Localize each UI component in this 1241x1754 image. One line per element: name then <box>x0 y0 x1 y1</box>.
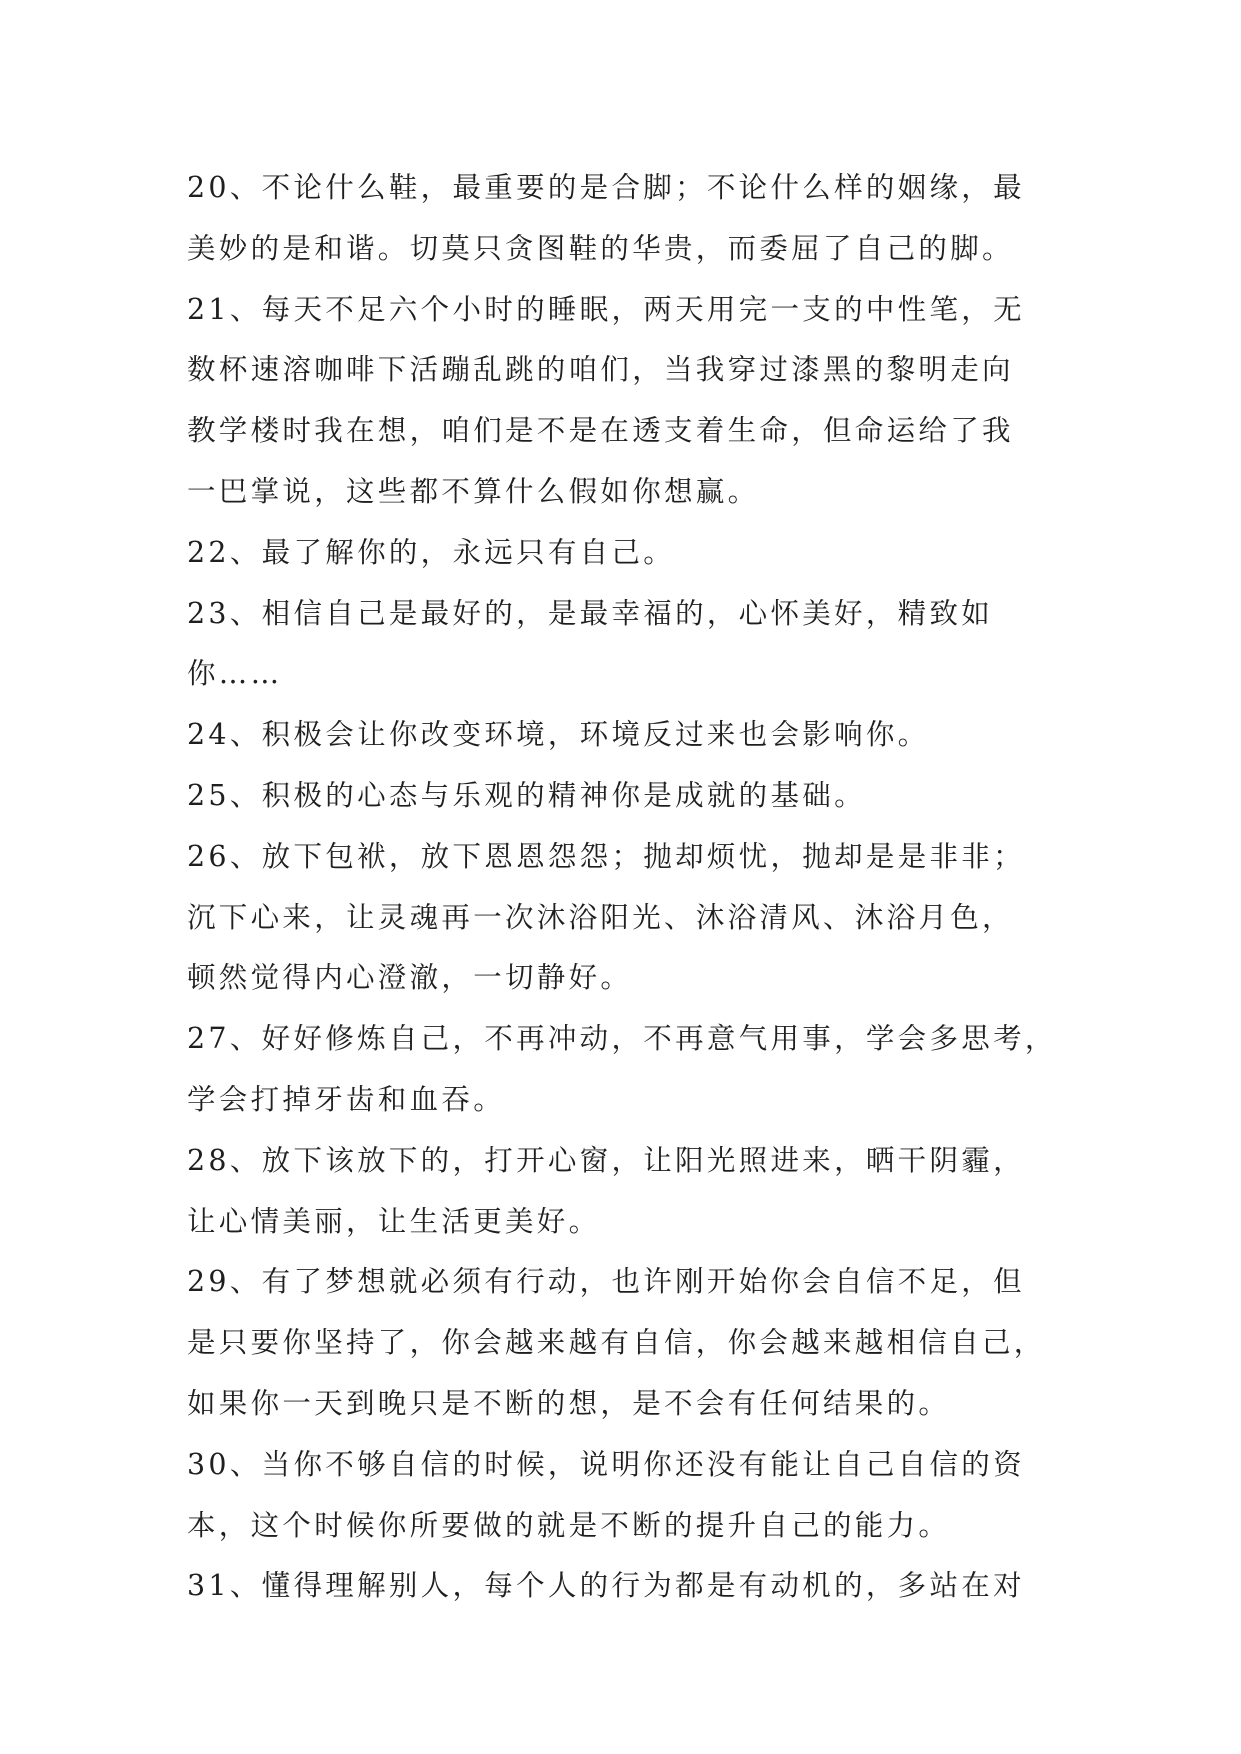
text-line: 21、每天不足六个小时的睡眠，两天用完一支的中性笔，无 <box>187 292 1025 326</box>
text-line: 沉下心来，让灵魂再一次沐浴阳光、沐浴清风、沐浴月色， <box>187 900 1014 934</box>
text-line: 学会打掉牙齿和血吞。 <box>187 1082 506 1116</box>
text-line: 顿然觉得内心澄澈，一切静好。 <box>187 961 633 995</box>
text-line: 25、积极的心态与乐观的精神你是成就的基础。 <box>187 778 866 812</box>
text-line: 27、好好修炼自己，不再冲动，不再意气用事，学会多思考， <box>187 1022 1057 1056</box>
text-line: 26、放下包袱，放下恩恩怨怨；抛却烦忧，抛却是是非非； <box>187 839 1025 873</box>
text-line: 23、相信自己是最好的，是最幸福的，心怀美好，精致如 <box>187 596 994 630</box>
text-line: 让心情美丽，让生活更美好。 <box>187 1204 601 1238</box>
text-line: 一巴掌说，这些都不算什么假如你想赢。 <box>187 474 760 508</box>
text-line: 20、不论什么鞋，最重要的是合脚；不论什么样的姻缘，最 <box>187 171 1025 204</box>
text-line: 28、放下该放下的，打开心窗，让阳光照进来，晒干阴霾， <box>187 1143 1025 1177</box>
document-body <box>187 158 1067 1617</box>
text-line: 教学楼时我在想，咱们是不是在透支着生命，但命运给了我 <box>187 414 1014 448</box>
text-line: 数杯速溶咖啡下活蹦乱跳的咱们，当我穿过漆黑的黎明走向 <box>187 353 1014 387</box>
text-line: 22、最了解你的，永远只有自己。 <box>187 535 676 569</box>
text-line: 31、懂得理解别人，每个人的行为都是有动机的，多站在对 <box>187 1569 1025 1603</box>
text-line: 如果你一天到晚只是不断的想，是不会有任何结果的。 <box>187 1386 951 1420</box>
text-line: 24、积极会让你改变环境，环境反过来也会影响你。 <box>187 718 930 752</box>
text-line: 美妙的是和谐。切莫只贪图鞋的华贵，而委屈了自己的脚。 <box>187 231 1014 265</box>
text-line: 29、有了梦想就必须有行动，也许刚开始你会自信不足，但 <box>187 1265 1025 1299</box>
text-line: 本，这个时候你所要做的就是不断的提升自己的能力。 <box>187 1508 951 1542</box>
text-line: 是只要你坚持了，你会越来越有自信，你会越来越相信自己， <box>187 1326 1046 1360</box>
text-line: 30、当你不够自信的时候，说明你还没有能让自己自信的资 <box>187 1447 1025 1481</box>
text-line: 你…… <box>187 657 283 691</box>
